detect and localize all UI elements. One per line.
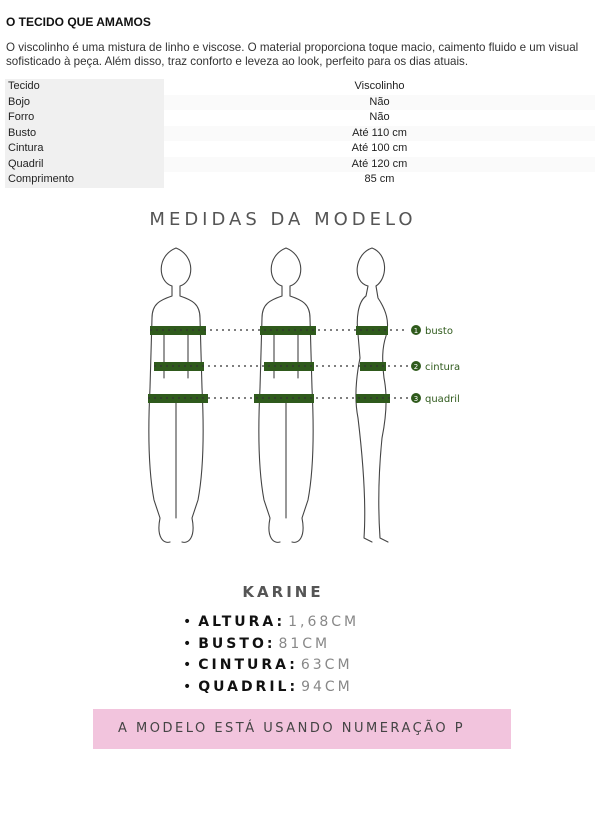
spec-table — [5, 79, 595, 188]
model-measurements-list — [183, 612, 359, 698]
list-item — [183, 634, 359, 656]
marker-2-number: 2 — [413, 363, 419, 371]
table-row — [5, 110, 595, 126]
measurement-value: 81CM — [278, 635, 331, 652]
table-row — [5, 79, 595, 95]
spec-value: Até 120 cm — [164, 157, 595, 173]
measurement-label: BUSTO: — [198, 635, 276, 652]
bust-band-front — [150, 326, 206, 335]
list-item — [183, 612, 359, 634]
spec-label: Bojo — [5, 95, 164, 111]
bullet-icon: • — [183, 678, 195, 695]
spec-label: Quadril — [5, 157, 164, 173]
spec-value: 85 cm — [164, 172, 595, 188]
measurement-label: CINTURA: — [198, 657, 298, 673]
spec-label: Forro — [5, 110, 164, 126]
size-info-banner — [93, 709, 511, 749]
section-title: O TECIDO QUE AMAMOS — [6, 15, 151, 29]
bullet-icon: • — [183, 635, 195, 652]
measurement-value: 94CM — [301, 678, 353, 695]
banner-text: A MODELO ESTÁ USANDO NUMERAÇÃO P — [118, 721, 466, 736]
list-item — [183, 655, 359, 677]
marker-3-label: quadril — [425, 394, 460, 405]
table-row — [5, 172, 595, 188]
table-row — [5, 141, 595, 157]
list-item — [183, 677, 359, 699]
hip-band-side — [356, 394, 390, 403]
marker-1-label: busto — [425, 326, 453, 337]
bullet-icon: • — [183, 657, 195, 673]
spec-value: Não — [164, 95, 595, 111]
spec-label: Busto — [5, 126, 164, 142]
measurement-value: 1,68CM — [288, 614, 360, 630]
spec-label: Comprimento — [5, 172, 164, 188]
measurement-label: ALTURA: — [198, 614, 286, 630]
marker-1-number: 1 — [413, 327, 419, 335]
bullet-icon: • — [183, 614, 195, 630]
marker-3-number: 3 — [413, 395, 419, 403]
waist-band-back — [264, 362, 314, 371]
spec-value: Não — [164, 110, 595, 126]
marker-2-label: cintura — [425, 362, 461, 373]
measurement-label: QUADRIL: — [198, 678, 299, 695]
table-row — [5, 126, 595, 142]
table-row — [5, 157, 595, 173]
body-measurement-diagram — [120, 238, 480, 570]
spec-value: Viscolinho — [164, 79, 595, 95]
model-name: KARINE — [242, 583, 324, 601]
spec-label: Tecido — [5, 79, 164, 95]
spec-value: Até 100 cm — [164, 141, 595, 157]
measurement-value: 63CM — [300, 657, 353, 673]
model-measures-heading: MEDIDAS DA MODELO — [149, 209, 417, 230]
spec-label: Cintura — [5, 141, 164, 157]
spec-value: Até 110 cm — [164, 126, 595, 142]
table-row — [5, 95, 595, 111]
fabric-description: O viscolinho é uma mistura de linho e viscose. O material proporciona toque macio, caimento fluido e um visual sofisticado à peça. Além disso, traz conforto e leveza ao look, perfeito para os dias atuais. — [6, 41, 579, 68]
